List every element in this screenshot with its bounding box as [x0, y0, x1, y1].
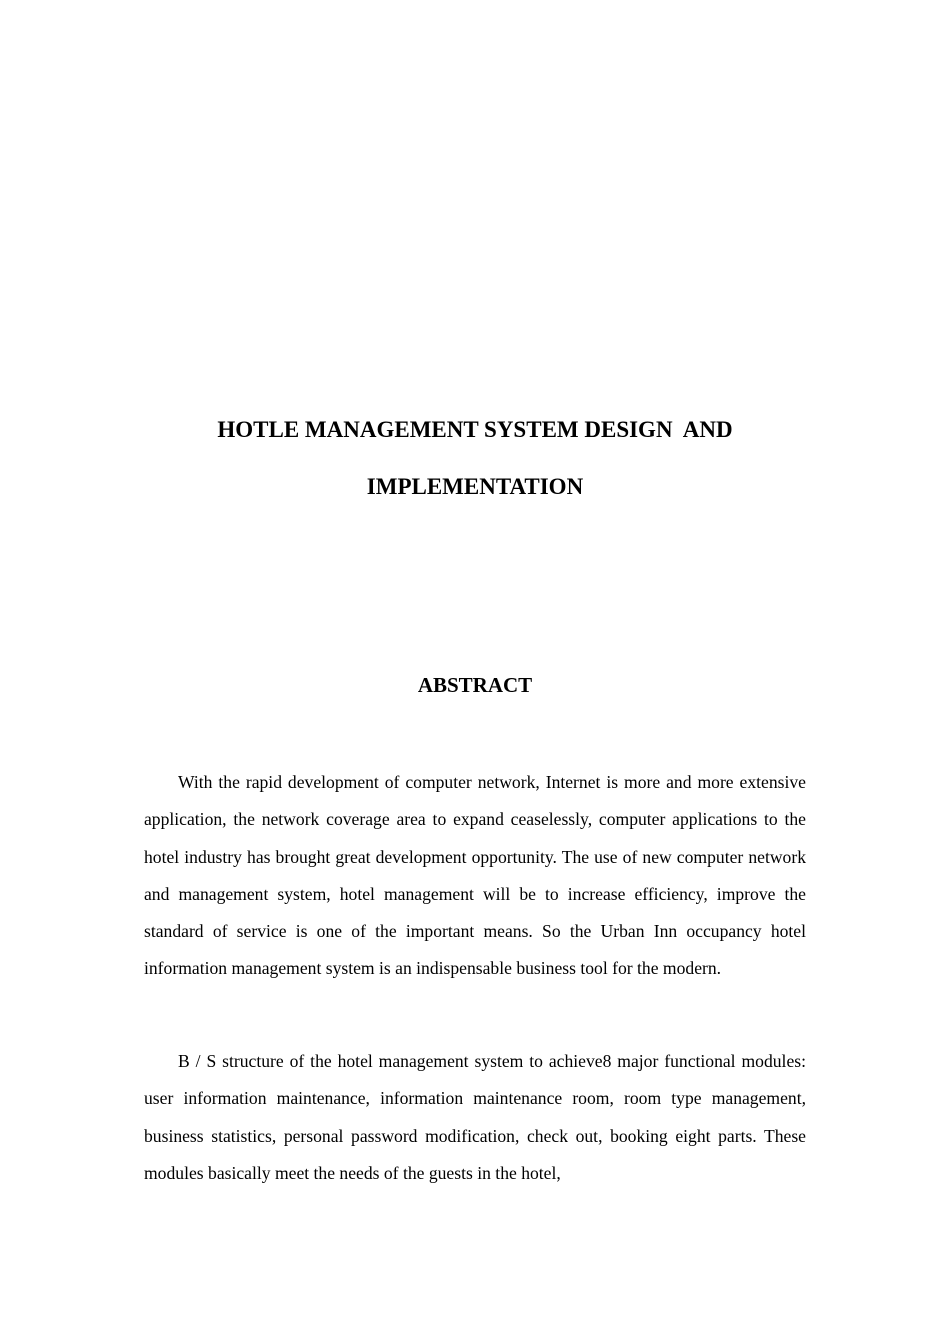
abstract-paragraph-1: With the rapid development of computer network, Internet is more and more extensive application, the network coverage area to expand ceaselessly, computer applications to the hotel industry has brought great development opportunity. The use of new computer network and management system, hotel management will be to increase efficiency, improve the standard of service is one of the important means. So the Urban Inn occupancy hotel information management system is an indispensable business tool for the modern. — [144, 772, 806, 979]
document-title-line-1: HOTLE MANAGEMENT SYSTEM DESIGN AND — [217, 417, 733, 442]
abstract-paragraph-2: B / S structure of the hotel management system to achieve8 major functional modules: user information maintenance, information maintenance room, room type management, business statistics, personal password modification, check out, booking eight parts. These modules basically meet the needs of the guests in the hotel, — [144, 1051, 806, 1183]
abstract-heading: ABSTRACT — [417, 673, 533, 697]
document-title-line-2: IMPLEMENTATION — [366, 474, 584, 499]
